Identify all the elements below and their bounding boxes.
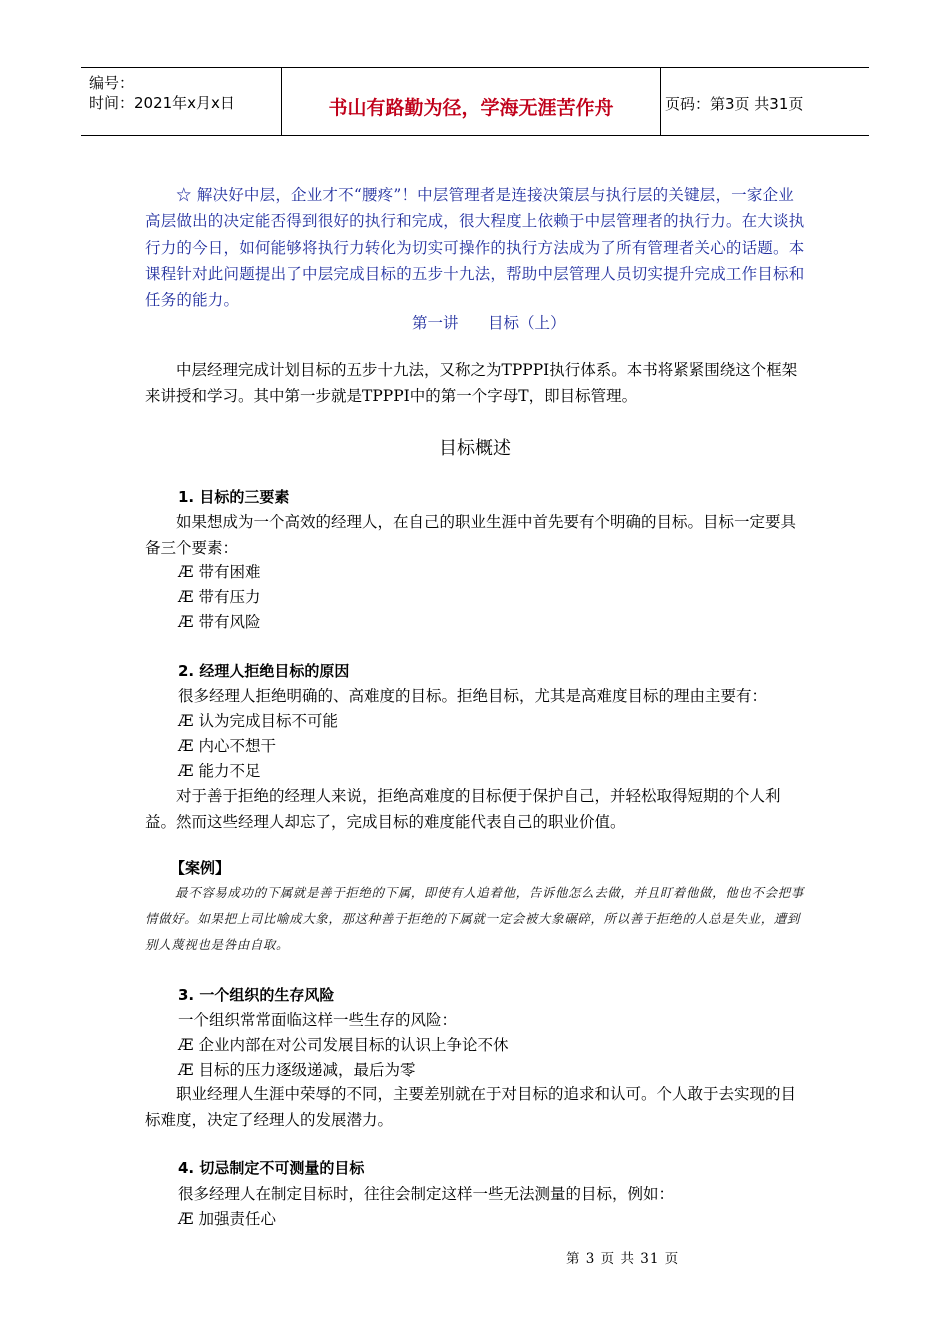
s3-text: 一个组织常常面临这样一些生存的风险： <box>178 1011 458 1029</box>
s2-bullet-2: Æ 内心不想干 <box>178 737 276 755</box>
heading-4: 4. 切忌制定不可测量的目标 <box>178 1159 365 1177</box>
s3-after: 职业经理人生涯中荣辱的不同，主要差别就在于对目标的追求和认可。个人敢于去实现的目标难度，决定了经理人的发展潜力。 <box>145 1085 797 1129</box>
page-indicator: 页码：第3页 共31页 <box>665 95 804 113</box>
header-motto: 书山有路勤为径，学海无涯苦作舟 <box>328 97 614 119</box>
case-text: 最不容易成功的下属就是善于拒绝的下属，即使有人追着他，告诉他怎么去做，并且盯着他做，他也不会把事情做好。如果把上司比喻成大象，那这种善于拒绝的下属就一定会被大象碾碎，所以善于拒绝的人总是失业，遭到别人蔑视也是咎由自取。 <box>145 885 804 952</box>
intro-paragraph: ☆ 解决好中层，企业才不“腰疼”！中层管理者是连接决策层与执行层的关键层，一家企业高层做出的决定能否得到很好的执行和完成，很大程度上依赖于中层管理者的执行力。在大谈执行力的今日，如何能够将执行力转化为切实可操作的执行方法成为了所有管理者关心的话题。本课程针对此问题提出了中层完成目标的五步十九法，帮助中层管理人员切实提升完成工作目标和任务的能力。 <box>145 186 805 310</box>
document-date: 时间：2021年x月x日 <box>89 94 235 112</box>
s2-bullet-3: Æ 能力不足 <box>178 762 261 780</box>
body-paragraph-1: 中层经理完成计划目标的五步十九法，又称之为TPPPI执行体系。本书将紧紧围绕这个框架来讲授和学习。其中第一步就是TPPPI中的第一个字母T，即目标管理。 <box>145 361 798 405</box>
s4-bullet-1: Æ 加强责任心 <box>178 1210 276 1228</box>
section-title: 目标概述 <box>439 438 511 459</box>
s2-after: 对于善于拒绝的经理人来说，拒绝高难度的目标便于保护自己，并轻松取得短期的个人利益。然而这些经理人却忘了，完成目标的难度能代表自己的职业价值。 <box>145 787 781 831</box>
header-meta-cell <box>81 68 282 135</box>
s2-text: 很多经理人拒绝明确的、高难度的目标。拒绝目标，尤其是高难度目标的理由主要有： <box>178 687 768 705</box>
case-label: 【案例】 <box>170 859 231 877</box>
header-page-cell <box>661 68 869 135</box>
s3-bullet-1: Æ 企业内部在对公司发展目标的认识上争论不休 <box>178 1036 509 1054</box>
document-number: 编号： <box>89 74 135 92</box>
heading-3: 3. 一个组织的生存风险 <box>178 986 335 1004</box>
lecture-title: 第一讲 目标（上） <box>412 314 566 332</box>
s1-bullet-1: Æ 带有困难 <box>178 563 261 581</box>
page-header <box>81 67 869 136</box>
s2-bullet-1: Æ 认为完成目标不可能 <box>178 712 338 730</box>
page-footer: 第 3 页 共 31 页 <box>566 1251 680 1267</box>
s3-bullet-2: Æ 目标的压力逐级递减，最后为零 <box>178 1061 416 1079</box>
header-motto-cell <box>282 68 661 135</box>
heading-1: 1. 目标的三要素 <box>178 488 290 506</box>
s1-bullet-2: Æ 带有压力 <box>178 588 261 606</box>
s1-text: 如果想成为一个高效的经理人，在自己的职业生涯中首先要有个明确的目标。目标一定要具备三个要素： <box>145 513 797 557</box>
s4-text: 很多经理人在制定目标时，往往会制定这样一些无法测量的目标，例如： <box>178 1185 675 1203</box>
heading-2: 2. 经理人拒绝目标的原因 <box>178 662 350 680</box>
s1-bullet-3: Æ 带有风险 <box>178 613 261 631</box>
